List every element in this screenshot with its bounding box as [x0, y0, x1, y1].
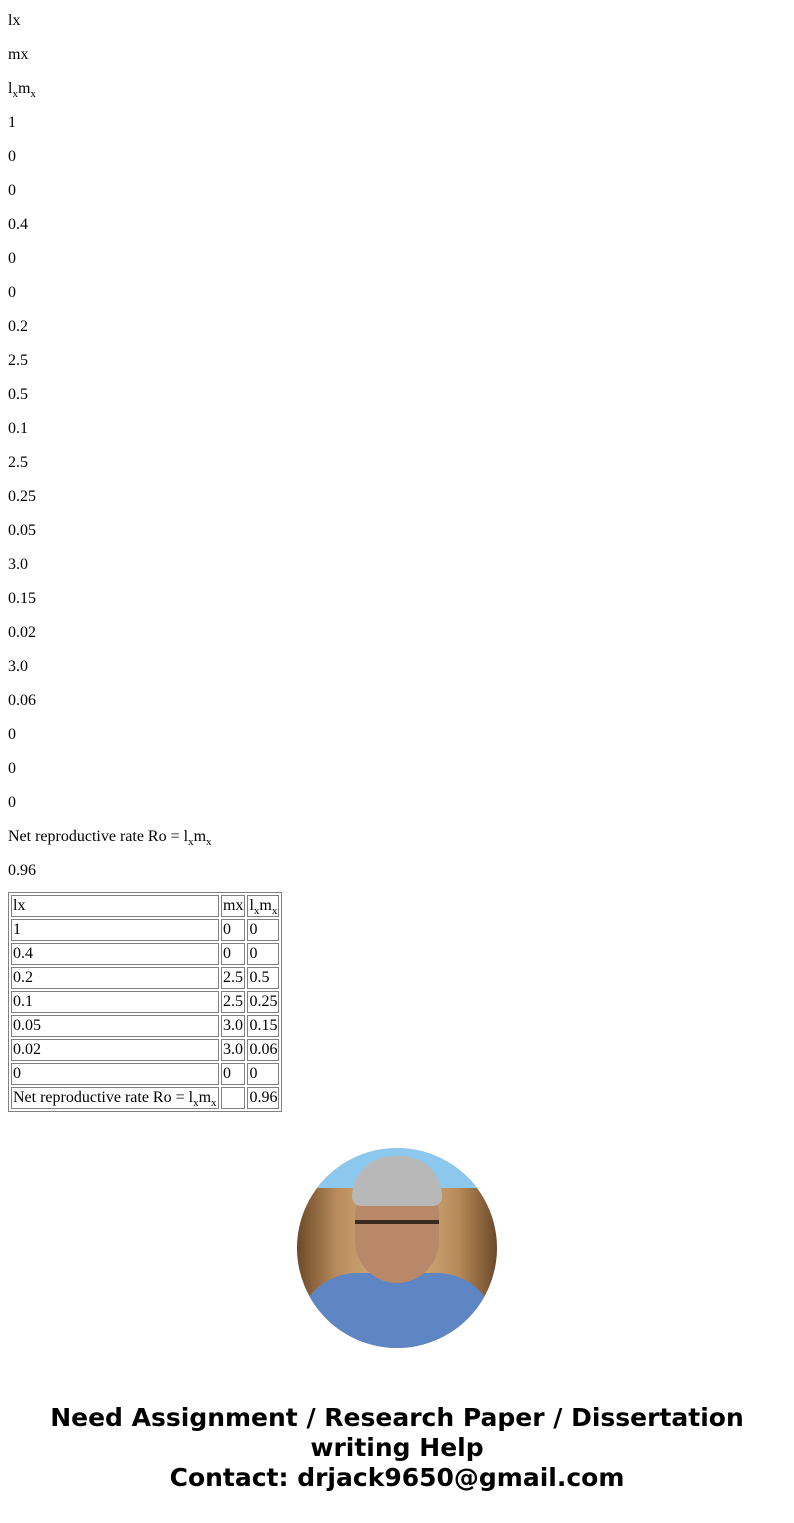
cell-mx: 3.0	[221, 1015, 245, 1037]
net-rate-value-cell: 0.96	[247, 1087, 279, 1109]
net-rate-label: Net reproductive rate $Ro = l_xm_x$	[8, 828, 212, 848]
value-item: 1	[8, 114, 16, 131]
cell-mx: 0	[221, 943, 245, 965]
value-item: 0	[8, 284, 16, 301]
author-photo-wrap	[8, 1148, 786, 1353]
cell-lx: 0.1	[11, 991, 219, 1013]
value-item: 3.0	[8, 556, 28, 573]
cell-lxmx: 0.15	[247, 1015, 279, 1037]
cell-lxmx: 0	[247, 1063, 279, 1085]
table-total-row	[11, 1087, 279, 1109]
table-row	[11, 967, 279, 989]
value-item: 0.06	[8, 692, 36, 709]
label-lx: lx	[8, 12, 21, 29]
cell-lx: 0.05	[11, 1015, 219, 1037]
cell-lx: 0	[11, 1063, 219, 1085]
value-item: 0.15	[8, 590, 36, 607]
cell-lxmx: 0	[247, 943, 279, 965]
table-row	[11, 1039, 279, 1061]
value-item: 0	[8, 250, 16, 267]
value-item: 0.05	[8, 522, 36, 539]
values-list	[8, 12, 786, 880]
life-table	[8, 892, 282, 1112]
label-mx: mx	[8, 46, 29, 63]
header-lx: lx	[11, 895, 219, 917]
value-item: 0	[8, 182, 16, 199]
table-row	[11, 991, 279, 1013]
cell-lxmx: 0.25	[247, 991, 279, 1013]
author-photo	[297, 1148, 497, 1348]
value-item: 0.5	[8, 386, 28, 403]
cell-mx: 2.5	[221, 967, 245, 989]
value-item: 3.0	[8, 658, 28, 675]
value-item: 2.5	[8, 352, 28, 369]
table-row	[11, 1015, 279, 1037]
cell-lxmx: 0.06	[247, 1039, 279, 1061]
value-item: 0.25	[8, 488, 36, 505]
cell-lx: 0.4	[11, 943, 219, 965]
cell-mx: 3.0	[221, 1039, 245, 1061]
cell-mx: 2.5	[221, 991, 245, 1013]
label-lxmx: $l_xm_x$	[8, 80, 36, 100]
cell-lx: 0.2	[11, 967, 219, 989]
value-item: 0.4	[8, 216, 28, 233]
cell-lx: 0.02	[11, 1039, 219, 1061]
header-lxmx: $l_xm_x$	[247, 895, 279, 917]
value-item: 0	[8, 148, 16, 165]
table-row	[11, 943, 279, 965]
cell-lxmx: 0.5	[247, 967, 279, 989]
value-item: 0	[8, 726, 16, 743]
net-rate-label-cell: Net reproductive rate $Ro = l_xm_x$	[11, 1087, 219, 1109]
cell-lxmx: 0	[247, 919, 279, 941]
value-item: 0.2	[8, 318, 28, 335]
cell-lx: 1	[11, 919, 219, 941]
footer-contact[interactable]: Contact: drjack9650@gmail.com	[169, 1463, 625, 1492]
table-header-row	[11, 895, 279, 917]
table-row	[11, 919, 279, 941]
footer-line-2: writing Help	[310, 1433, 484, 1462]
value-item: 0.02	[8, 624, 36, 641]
contact-banner	[8, 1403, 786, 1493]
net-rate-value: 0.96	[8, 862, 36, 879]
cell-mx: 0	[221, 1063, 245, 1085]
cell-mx: 0	[221, 919, 245, 941]
table-row	[11, 1063, 279, 1085]
value-item: 0	[8, 760, 16, 777]
empty-cell	[221, 1087, 245, 1109]
value-item: 2.5	[8, 454, 28, 471]
value-item: 0.1	[8, 420, 28, 437]
footer-line-1: Need Assignment / Research Paper / Dissertation	[50, 1403, 744, 1432]
value-item: 0	[8, 794, 16, 811]
header-mx: mx	[221, 895, 245, 917]
